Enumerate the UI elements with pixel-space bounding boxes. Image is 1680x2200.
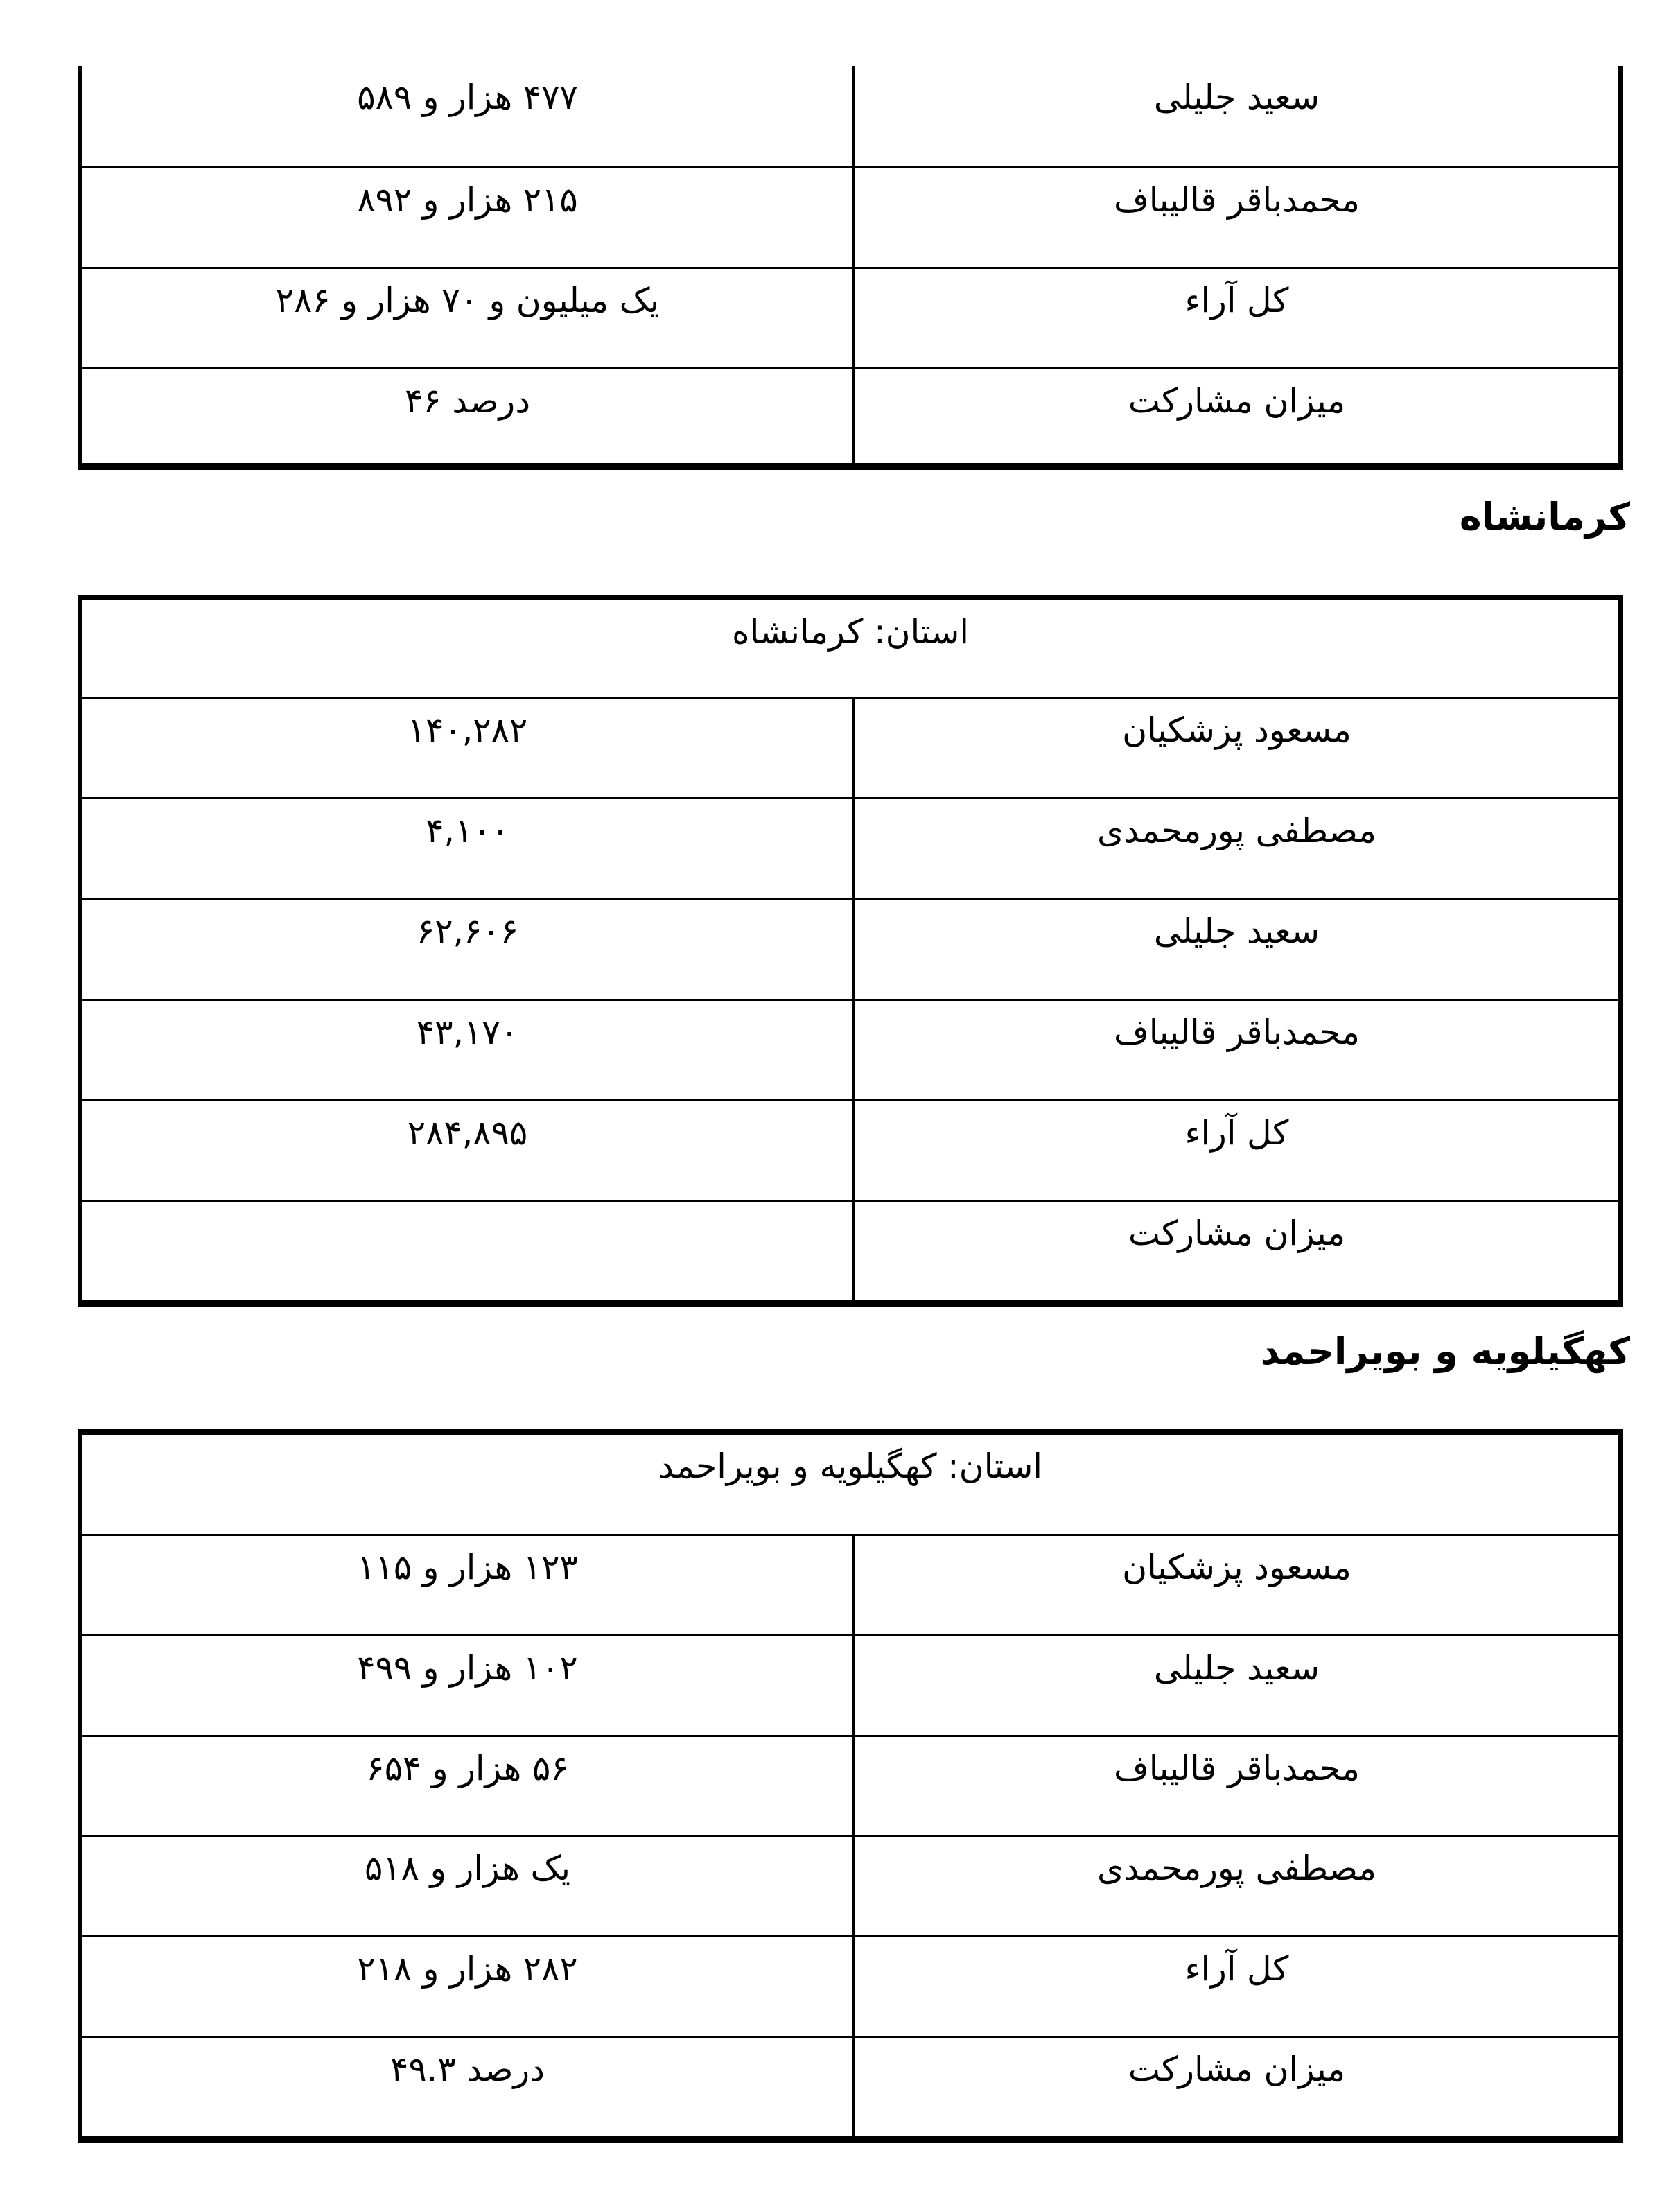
row-label-cell: مسعود پزشکیان xyxy=(852,1536,1618,1634)
table-row xyxy=(82,1634,1618,1735)
table-row xyxy=(82,1099,1618,1200)
row-label-cell: محمدباقر قالیباف xyxy=(852,168,1618,267)
table-province-header-cell: استان: کرمانشاه xyxy=(732,612,969,652)
row-label-cell: میزان مشارکت xyxy=(852,2038,1618,2136)
row-value-cell xyxy=(82,1202,852,1300)
table-province-header-cell: استان: کهگیلویه و بویراحمد xyxy=(658,1447,1043,1486)
row-value-cell: ۵۶ هزار و ۶۵۴ xyxy=(366,1748,569,1788)
table-row xyxy=(82,797,1618,898)
row-value-cell: ۲۸۴,۸۹۵ xyxy=(407,1112,528,1153)
row-label-cell: محمدباقر قالیباف xyxy=(852,1001,1618,1099)
table-row xyxy=(82,166,1618,267)
table-row xyxy=(82,1835,1618,1935)
results-table-kohgiluyeh-boyerahmad xyxy=(78,1429,1623,2143)
table-row xyxy=(82,1735,1618,1835)
table-row xyxy=(82,999,1618,1099)
table-row xyxy=(82,898,1618,998)
row-label-cell: کل آراء xyxy=(852,1937,1618,2036)
row-value-cell: ۱۴۰,۲۸۲ xyxy=(407,710,528,750)
results-table-kermanshah xyxy=(78,595,1623,1307)
row-value-cell: درصد ۴۶ xyxy=(404,381,531,421)
row-value-cell: یک هزار و ۵۱۸ xyxy=(364,1849,570,1889)
row-label-cell: مصطفی پورمحمدی xyxy=(852,1837,1618,1935)
table-row xyxy=(82,367,1618,463)
table-row xyxy=(82,2036,1618,2136)
row-label-cell: سعید جلیلی xyxy=(852,900,1618,998)
row-value-cell: درصد ۴۹.۳ xyxy=(390,2050,545,2090)
row-value-cell: ۴۳,۱۷۰ xyxy=(416,1012,519,1052)
row-value-cell: ۱۰۲ هزار و ۴۹۹ xyxy=(357,1648,578,1688)
row-value-cell: ۴۷۷ هزار و ۵۸۹ xyxy=(357,78,578,117)
row-value-cell: ۶۲,۶۰۶ xyxy=(416,911,519,952)
row-value-cell: ۲۸۲ هزار و ۲۱۸ xyxy=(357,1949,578,1989)
row-label-cell: کل آراء xyxy=(852,1101,1618,1200)
row-label-cell: سعید جلیلی xyxy=(852,1636,1618,1735)
table-row xyxy=(82,267,1618,367)
row-label-cell: مصطفی پورمحمدی xyxy=(852,799,1618,898)
province-heading-kermanshah: کرمانشاه xyxy=(1459,495,1630,539)
row-value-cell: ۱۲۳ هزار و ۱۱۵ xyxy=(357,1548,578,1587)
results-table-partial-top xyxy=(78,66,1623,470)
row-label-cell: مسعود پزشکیان xyxy=(852,699,1618,797)
table-row xyxy=(82,1200,1618,1300)
row-label-cell: سعید جلیلی xyxy=(852,66,1618,166)
province-heading-kohgiluyeh-boyerahmad: کهگیلویه و بویراحمد xyxy=(1260,1329,1630,1373)
table-row xyxy=(82,1935,1618,2036)
table-row xyxy=(82,66,1618,166)
row-value-cell: یک میلیون و ۷۰ هزار و ۲۸۶ xyxy=(275,281,660,320)
table-row xyxy=(82,697,1618,797)
row-value-cell: ۴,۱۰۰ xyxy=(426,811,509,851)
row-label-cell: محمدباقر قالیباف xyxy=(852,1737,1618,1835)
row-label-cell: میزان مشارکت xyxy=(852,369,1618,463)
table-row xyxy=(82,1534,1618,1634)
row-label-cell: میزان مشارکت xyxy=(852,1202,1618,1300)
row-value-cell: ۲۱۵ هزار و ۸۹۲ xyxy=(357,180,578,220)
row-label-cell: کل آراء xyxy=(852,269,1618,367)
